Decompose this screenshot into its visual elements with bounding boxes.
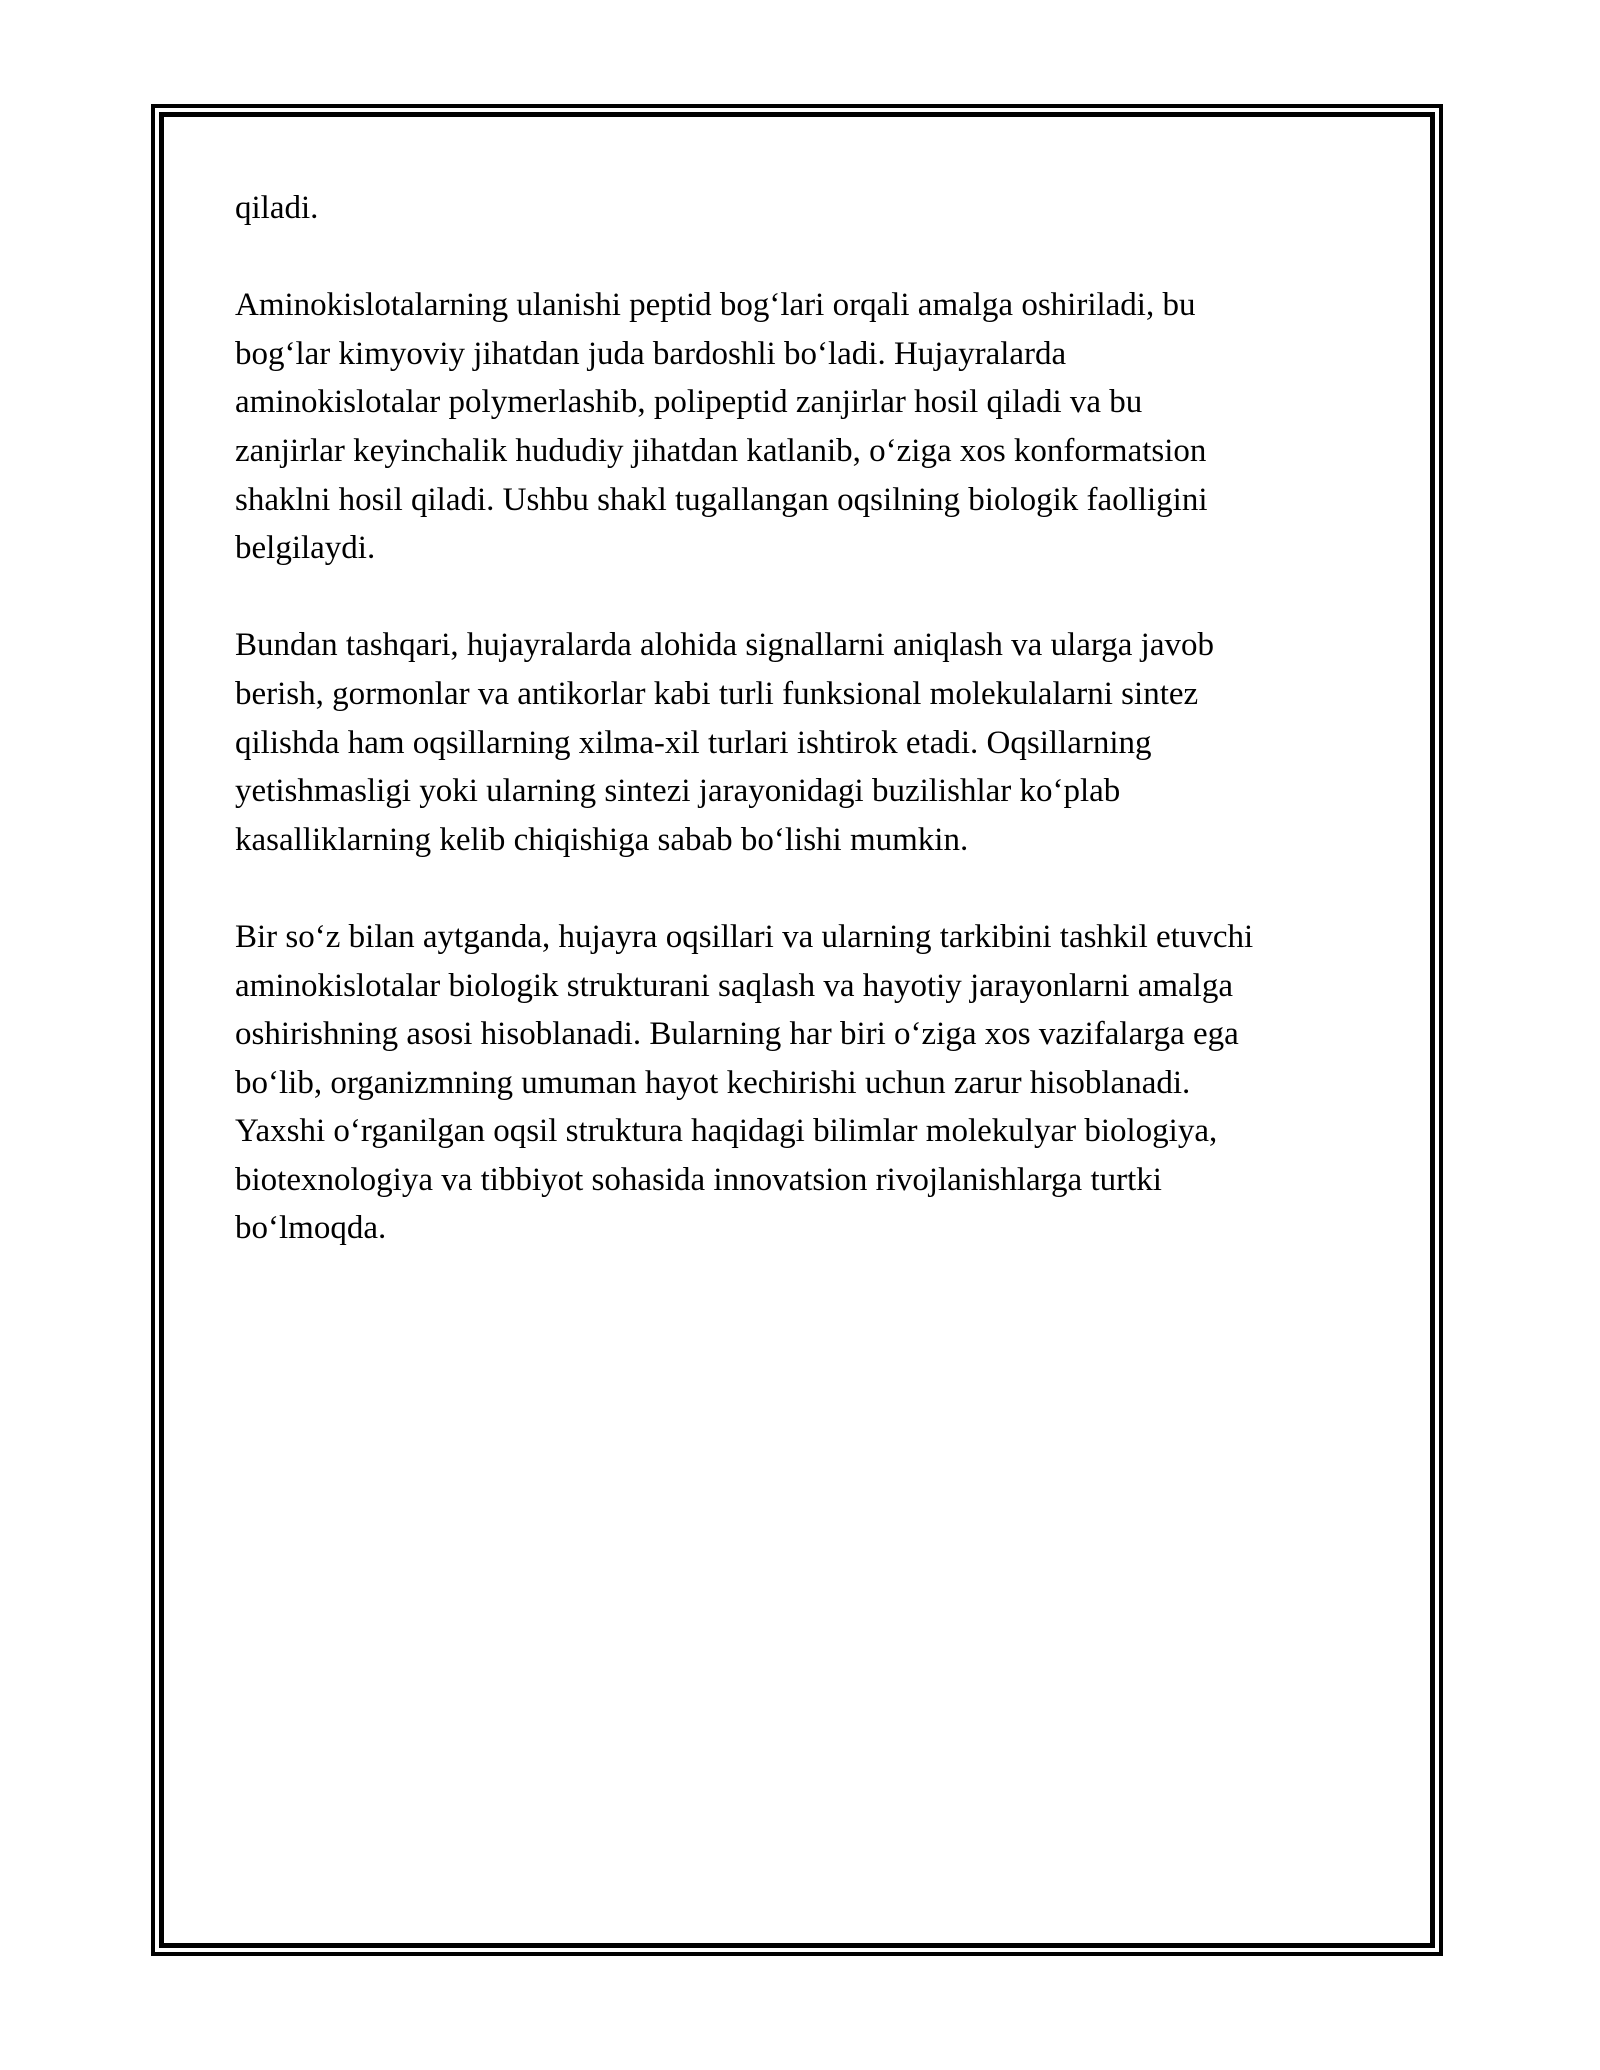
paragraph-peptide-bonds: Aminokislotalarning ulanishi peptid bog‘lari orqali amalga oshiriladi, bu bog‘lar kimyoviy jihatdan juda bardoshli bo‘ladi. Hujayralarda aminokislotalar polymerlashib, polipeptid zanjirlar hosil qiladi va bu zanjirlar keyinchalik hududiy jihatdan katlanib, o‘ziga xos konformatsion shaklni hosil qiladi. Ushbu shakl tugallangan oqsilning biologik faolligini belgilaydi. xyxy=(235,287,1208,567)
paragraph-continuation: qiladi. xyxy=(235,190,319,226)
paragraph-protein-functions: Bundan tashqari, hujayralarda alohida signallarni aniqlash va ularga javob berish, gormonlar va antikorlar kabi turli funksional molekulalarni sintez qilishda ham oqsillarning xilma-xil turlari ishtirok etadi. Oqsillarning yetishmasligi yoki ularning sintezi jarayonidagi buzilishlar ko‘plab kasalliklarning kelib chiqishiga sabab bo‘lishi mumkin. xyxy=(235,627,1214,858)
document-body xyxy=(235,184,1370,1302)
paragraph-conclusion: Bir so‘z bilan aytganda, hujayra oqsillari va ularning tarkibini tashkil etuvchi aminokislotalar biologik strukturani saqlash va hayotiy jarayonlarni amalga oshirishning asosi hisoblanadi. Bularning har biri o‘ziga xos vazifalarga ega bo‘lib, organizmning umuman hayot kechirishi uchun zarur hisoblanadi. Yaxshi o‘rganilgan oqsil struktura haqidagi bilimlar molekulyar biologiya, biotexnologiya va tibbiyot sohasida innovatsion rivojlanishlarga turtki bo‘lmoqda. xyxy=(235,918,1254,1247)
